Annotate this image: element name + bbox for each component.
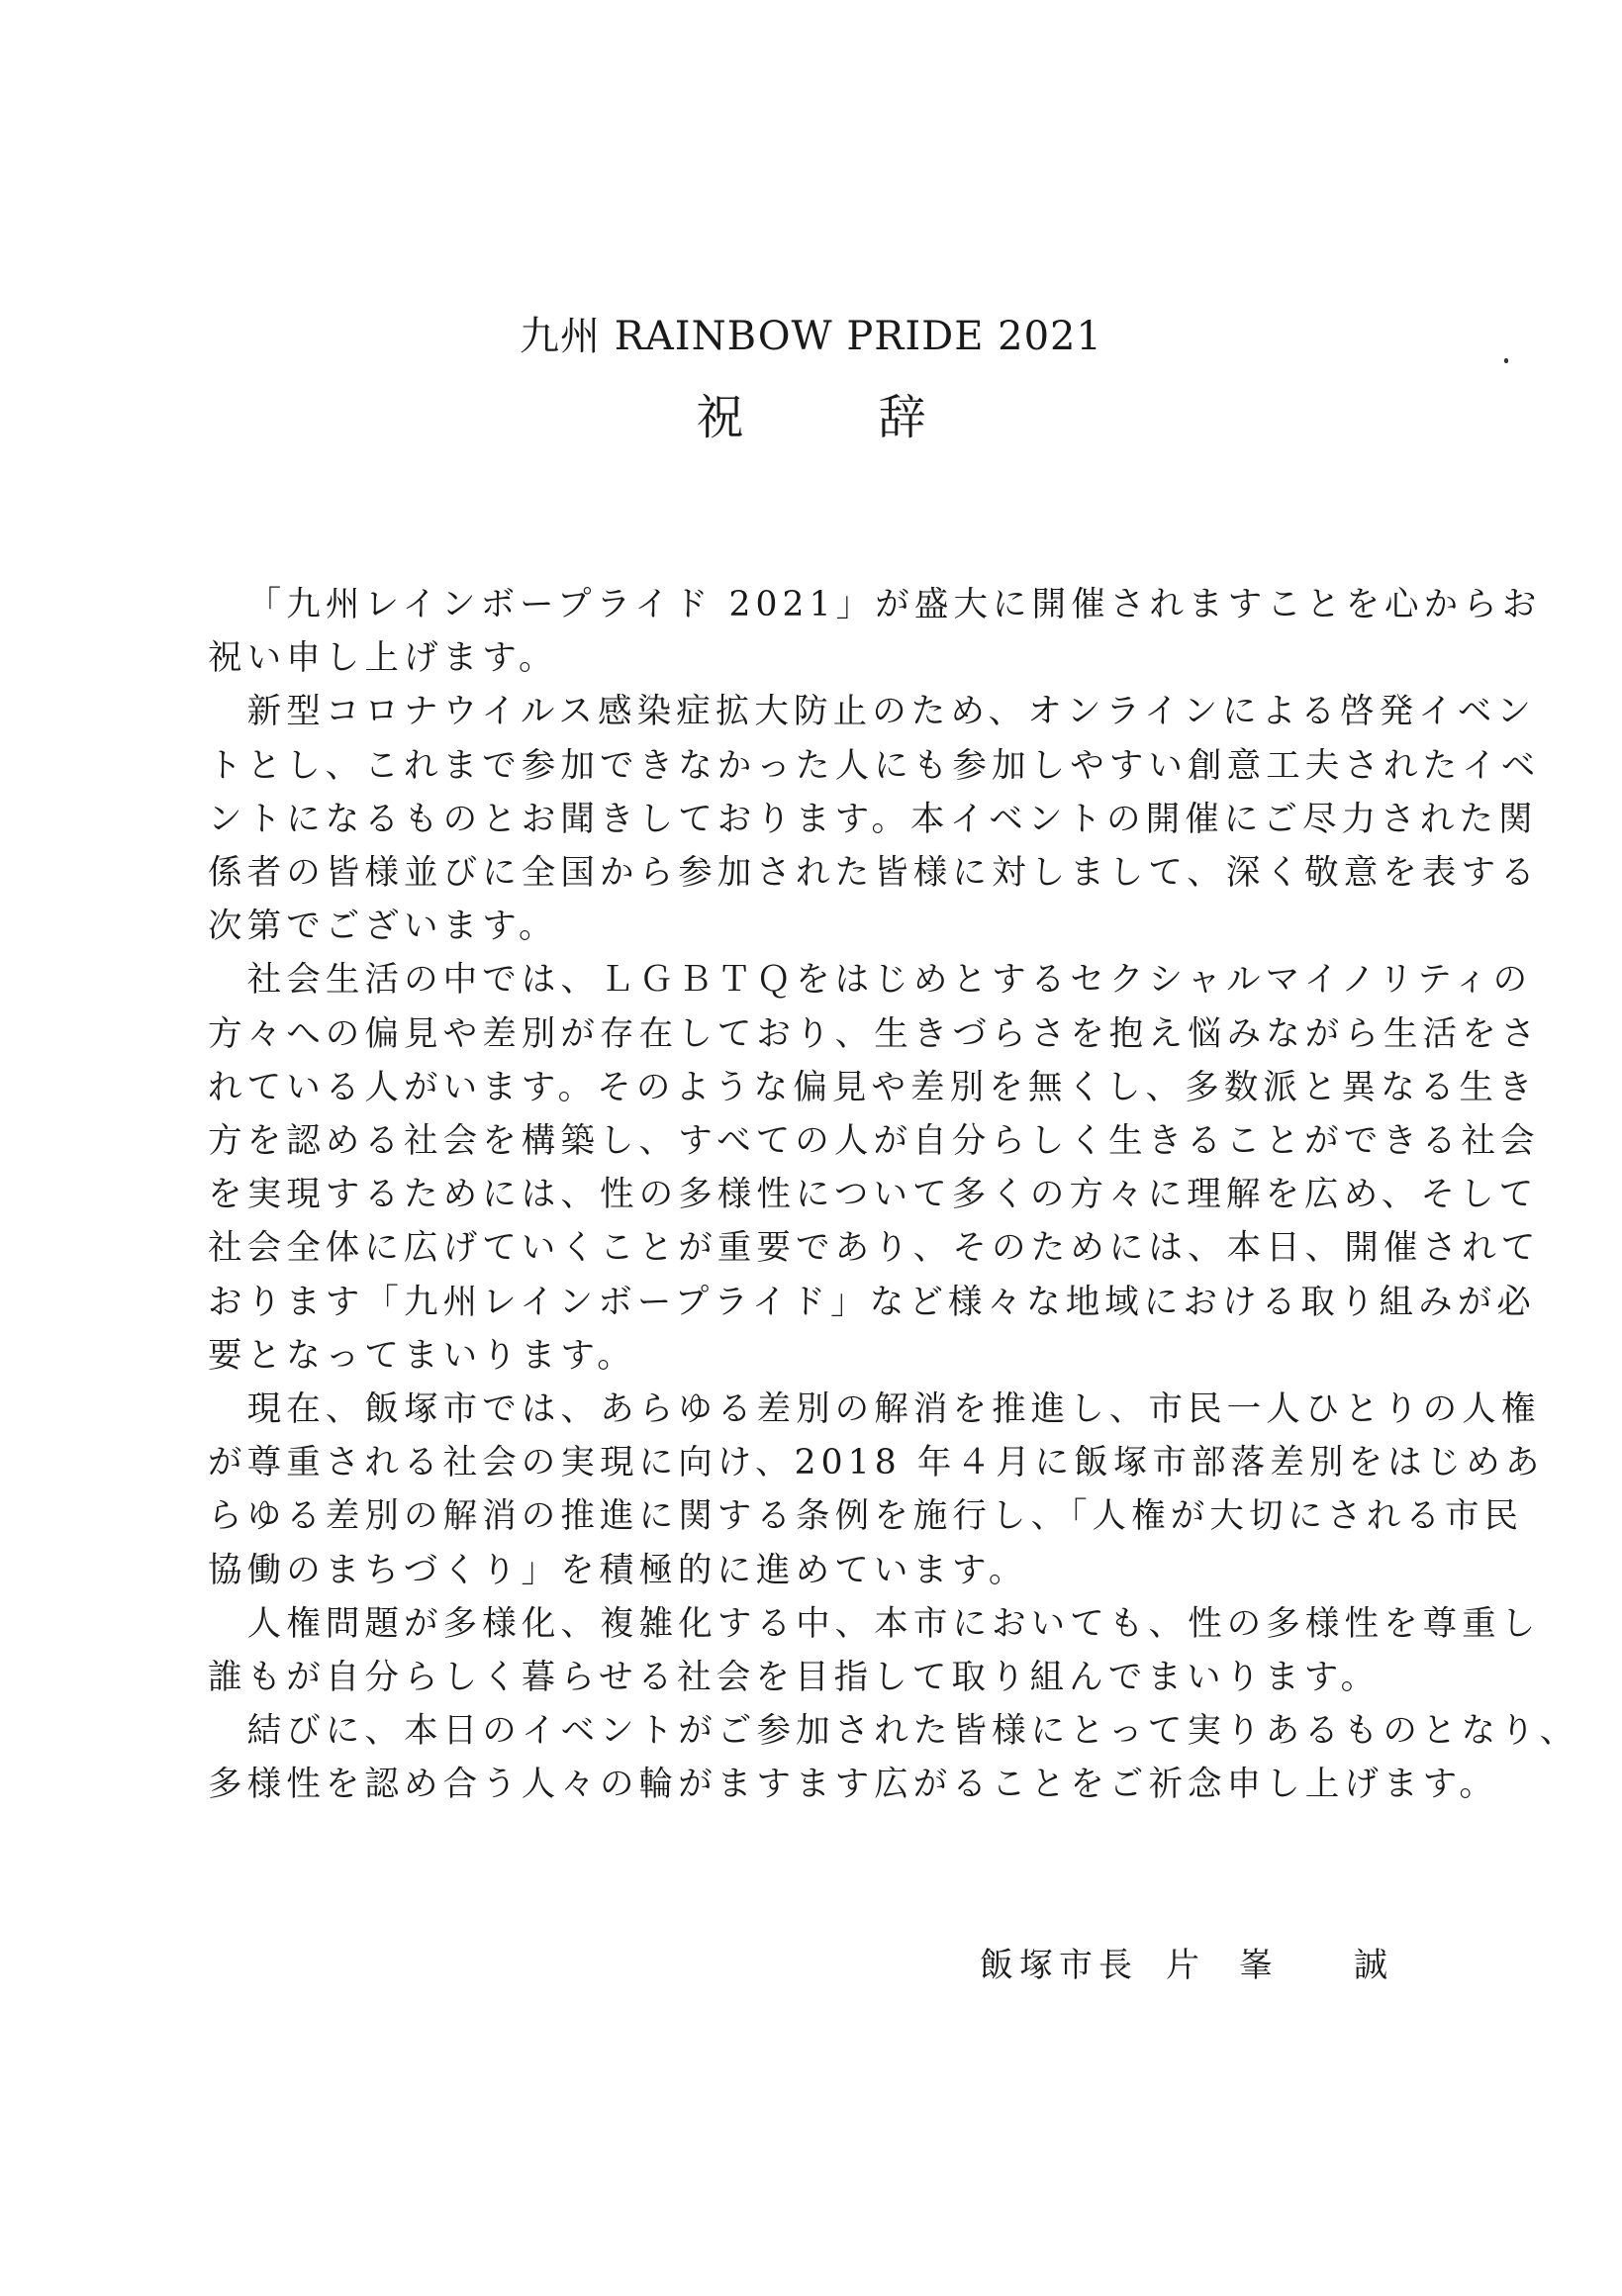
body-line: 現在、飯塚市では、あらゆる差別の解消を推進し、市民一人ひとりの人権 [246,1389,1541,1430]
body-line: 「九州レインボープライド 2021」が盛大に開催されますことを心からお [246,585,1542,624]
body-line: 祝い申し上げます。 [208,638,558,679]
body-line: 多様性を認め合う人々の輪がますます広がることをご祈念申し上げます。 [208,1765,1499,1805]
message-body [208,578,1579,1812]
body-line: 社会生活の中では、ＬＧＢＴＱをはじめとするセクシャルマイノリティの [246,960,1533,1001]
event-title: 九州 RAINBOW PRIDE 2021 [520,314,1102,359]
body-paragraph [208,1597,1541,1704]
body-line: 社会全体に広げていくことが重要であり、そのためには、本日、開催されて [208,1228,1541,1269]
body-paragraph [208,685,1541,953]
body-line: トとし、これまで参加できなかった人にも参加しやすい創意工夫されたイベ [208,745,1541,786]
body-line: が尊重される社会の実現に向け、2018 年４月に飯塚市部落差別をはじめあ [208,1443,1545,1483]
heading-char-shuku: 祝 [696,390,744,445]
body-line: らゆる差別の解消の推進に関する条例を施行し、「人権が大切にされる市民 [208,1496,1524,1537]
body-line: 結びに、本日のイベントがご参加された皆様にとって実りあるものとなり、 [246,1711,1579,1752]
body-line: ントになるものとお聞きしております。本イベントの開催にご尽力された関 [208,799,1538,839]
body-line: を実現するためには、性の多様性について多くの方々に理解を広め、そして [208,1175,1539,1215]
body-paragraph [208,578,1542,685]
body-line: 方々への偏見や差別が存在しており、生きづらさを抱え悩みながら生活をさ [208,1013,1541,1054]
body-line: 誰もが自分らしく暮らせる社会を目指して取り組んでまいります。 [208,1658,1381,1698]
body-line: 要となってまいります。 [208,1335,636,1376]
body-line: おります「九州レインボープライド」など様々な地域における取り組みが必 [208,1282,1536,1322]
signature-block [980,1942,1395,1989]
body-line: 係者の皆様並びに全国から参加された皆様に対しまして、深く敬意を表する [208,853,1540,894]
body-line: 人権問題が多様化、複雑化する中、本市においても、性の多様性を尊重し [246,1603,1541,1644]
signature-name-char: 誠 [1354,1946,1387,1985]
signature-name [1166,1942,1387,1989]
body-paragraph [208,1383,1545,1597]
body-paragraph [208,953,1541,1383]
heading-char-ji: 辞 [878,390,926,445]
signature-name-char: 峯 [1239,1946,1273,1985]
body-line: れている人がいます。そのような偏見や差別を無くし、多数派と異なる生き [208,1067,1538,1107]
body-paragraph [208,1704,1579,1811]
signature-name-char: 片 [1166,1946,1199,1985]
signature-title: 飯塚市長 [980,1946,1138,1985]
document-heading [0,386,1622,449]
scan-speck [1504,358,1508,363]
body-line: 協働のまちづくり」を積極的に進めています。 [208,1550,1028,1590]
body-line: 方を認める社会を構築し、すべての人が自分らしく生きることができる社会 [208,1121,1540,1162]
body-line: 新型コロナウイルス感染症拡大防止のため、オンラインによる啓発イベン [246,692,1536,732]
body-line: 次第でございます。 [208,907,558,947]
